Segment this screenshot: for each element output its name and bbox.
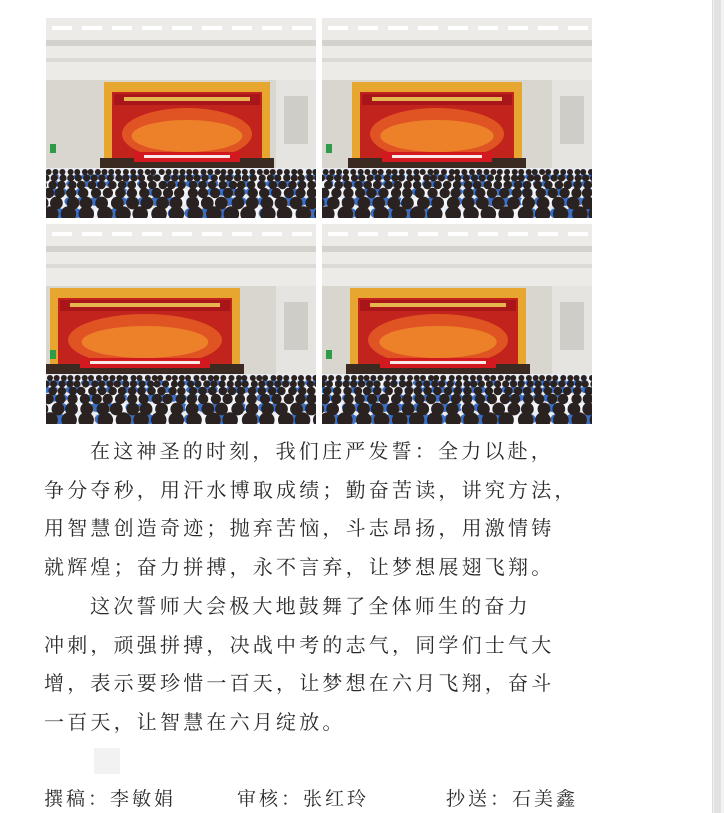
photo-1 bbox=[46, 18, 316, 218]
photo-3 bbox=[46, 224, 316, 424]
auditorium-illustration bbox=[322, 18, 592, 218]
cc-credit: 抄送：石美鑫 bbox=[446, 788, 579, 810]
paragraph-summary bbox=[44, 587, 596, 741]
text-line: 在这神圣的时刻，我们庄严发誓：全力以赴， bbox=[90, 439, 554, 463]
photo-4 bbox=[322, 224, 592, 424]
text-line: 就辉煌；奋力拼搏，永不言弃，让梦想展翅飞翔。 bbox=[44, 554, 555, 579]
photo-grid bbox=[46, 18, 592, 424]
text-line: 用智慧创造奇迹；抛弃苦恼，斗志昂扬，用激情铸 bbox=[44, 516, 555, 540]
scrollbar-thumb[interactable] bbox=[714, 0, 721, 813]
faint-mark bbox=[94, 748, 120, 774]
text-line: 增，表示要珍惜一百天，让梦想在六月飞翔，奋斗 bbox=[44, 671, 555, 695]
text-line: 一百天，让智慧在六月绽放。 bbox=[44, 709, 346, 734]
auditorium-illustration bbox=[46, 18, 316, 218]
auditorium-illustration bbox=[322, 224, 592, 424]
reviewer-credit: 审核：张红玲 bbox=[237, 788, 370, 810]
photo-2 bbox=[322, 18, 592, 218]
author-credit: 撰稿：李敏娟 bbox=[44, 788, 177, 810]
text-line: 这次誓师大会极大地鼓舞了全体师生的奋力 bbox=[90, 594, 531, 618]
text-line: 冲刺，顽强拼搏，决战中考的志气，同学们士气大 bbox=[44, 632, 555, 657]
text-line: 争分夺秒，用汗水博取成绩；勤奋苦读，讲究方法， bbox=[44, 477, 578, 502]
auditorium-illustration bbox=[46, 224, 316, 424]
paragraph-oath bbox=[44, 432, 596, 586]
